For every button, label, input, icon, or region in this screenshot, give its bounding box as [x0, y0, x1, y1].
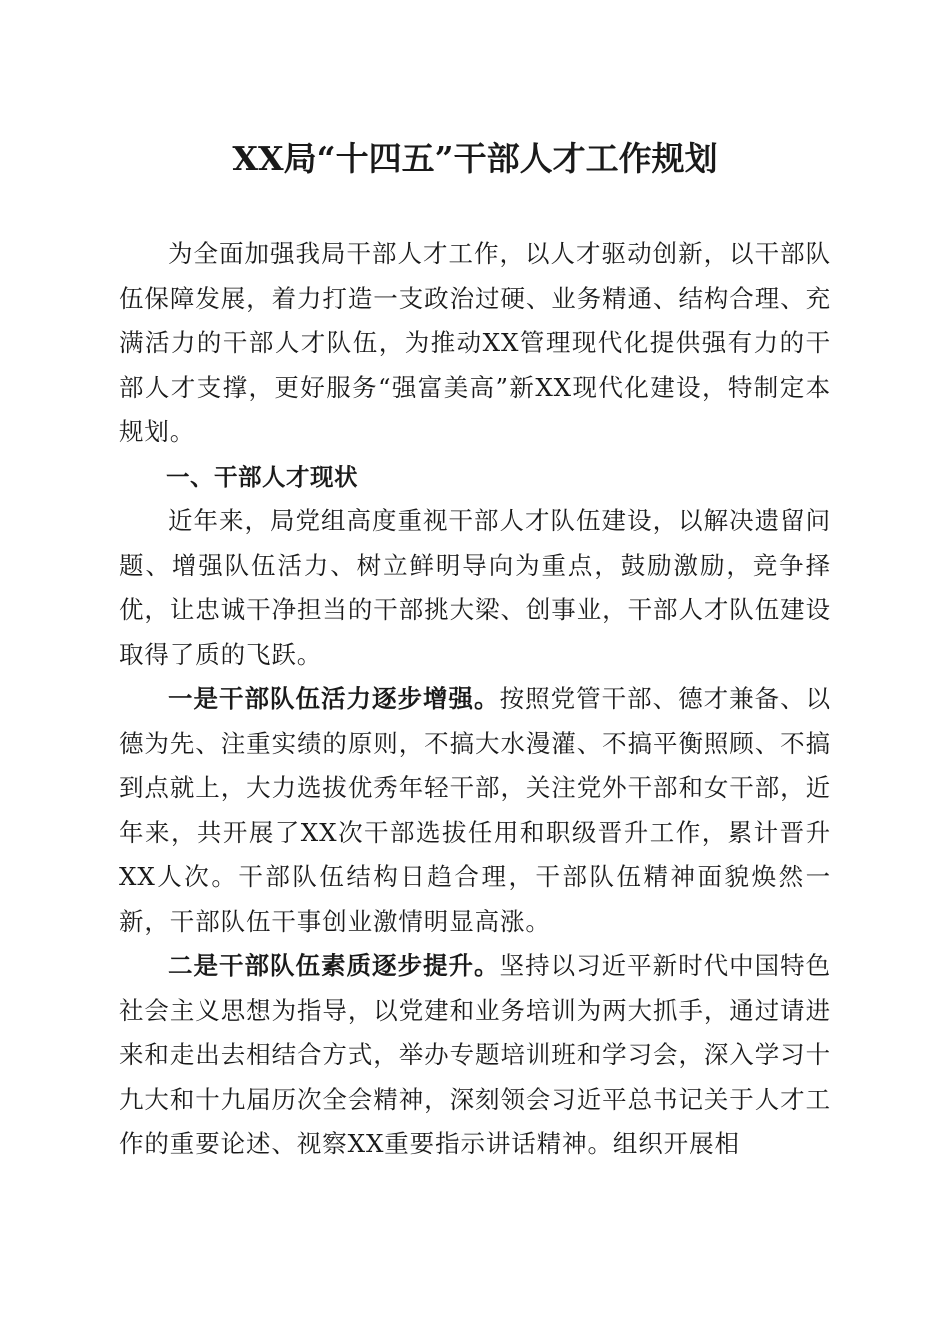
intro-paragraph: 为全面加强我局干部人才工作，以人才驱动创新，以干部队伍保障发展，着力打造一支政治过硬、业务精通、结构合理、充满活力的干部人才队伍，为推动XX管理现代化提供强有力的干部人才支撑，更好服务“强富美高”新XX现代化建设，特制定本规划。	[119, 239, 831, 446]
item-lead-2: 二是干部队伍素质逐步提升。	[168, 951, 500, 980]
section-heading: 一、干部人才现状	[166, 462, 358, 491]
document-title: XX局“十四五”干部人才工作规划	[232, 139, 718, 178]
item-text-1: 按照党管干部、德才兼备、以德为先、注重实绩的原则，不搞大水漫灌、不搞平衡照顾、不搞到点就上，大力选拔优秀年轻干部，关注党外干部和女干部，近年来，共开展了XX次干部选拔任用和职级晋升工作，累计晋升XX人次。干部队伍结构日趋合理，干部队伍精神面貌焕然一新，干部队伍干事创业激情明显高涨。	[119, 684, 832, 936]
section-paragraph: 近年来，局党组高度重视干部人才队伍建设，以解决遗留问题、增强队伍活力、树立鲜明导向为重点，鼓励激励，竞争择优，让忠诚干净担当的干部挑大梁、创事业，干部人才队伍建设取得了质的飞跃。	[119, 506, 831, 669]
item-text-2: 坚持以习近平新时代中国特色社会主义思想为指导，以党建和业务培训为两大抓手，通过请进来和走出去相结合方式，举办专题培训班和学习会，深入学习十九大和十九届历次全会精神，深刻领会习近平总书记关于人才工作的重要论述、视察XX重要指示讲话精神。组织开展相	[119, 951, 832, 1158]
item-lead-1: 一是干部队伍活力逐步增强。	[168, 684, 500, 713]
document-body	[119, 232, 831, 1167]
item-paragraph-2	[119, 944, 831, 1167]
item-paragraph-1	[119, 677, 831, 944]
